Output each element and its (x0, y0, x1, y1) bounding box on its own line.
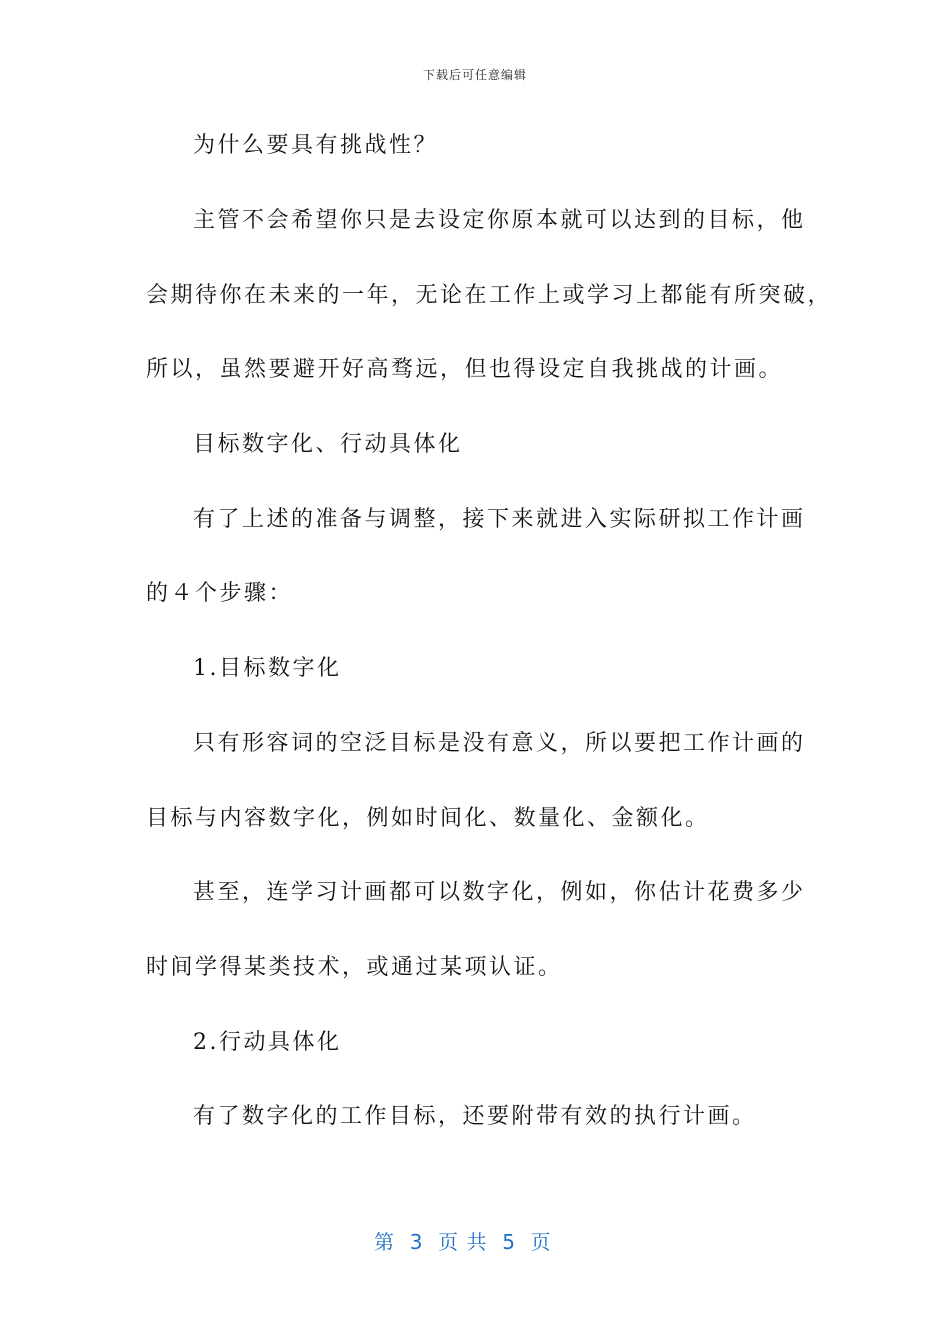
text-line: 目标与内容数字化，例如时间化、数量化、金额化。 (146, 806, 710, 831)
text-line: 有了上述的准备与调整，接下来就进入实际研拟工作计画 (193, 507, 806, 532)
text-line: 甚至，连学习计画都可以数字化，例如，你估计花费多少 (193, 880, 806, 905)
page-number-footer: 第 3 页 共 5 页 (374, 1230, 552, 1254)
text-line: 时间学得某类技术，或通过某项认证。 (146, 955, 563, 980)
section-heading: 目标数字化、行动具体化 (193, 432, 463, 457)
section-heading: 1.目标数字化 (193, 656, 342, 681)
text-line: 会期待你在未来的一年，无论在工作上或学习上都能有所突破， (146, 283, 833, 308)
page-header: 下载后可任意编辑 (422, 68, 527, 82)
section-heading: 2.行动具体化 (193, 1030, 342, 1055)
text-line: 有了数字化的工作目标，还要附带有效的执行计画。 (193, 1104, 757, 1129)
text-line: 为什么要具有挑战性？ (193, 133, 439, 158)
text-line: 的４个步骤： (146, 581, 294, 606)
text-line: 所以，虽然要避开好高骛远，但也得设定自我挑战的计画。 (146, 357, 784, 382)
text-line: 只有形容词的空泛目标是没有意义，所以要把工作计画的 (193, 731, 806, 756)
text-line: 主管不会希望你只是去设定你原本就可以达到的目标，他 (193, 208, 806, 233)
